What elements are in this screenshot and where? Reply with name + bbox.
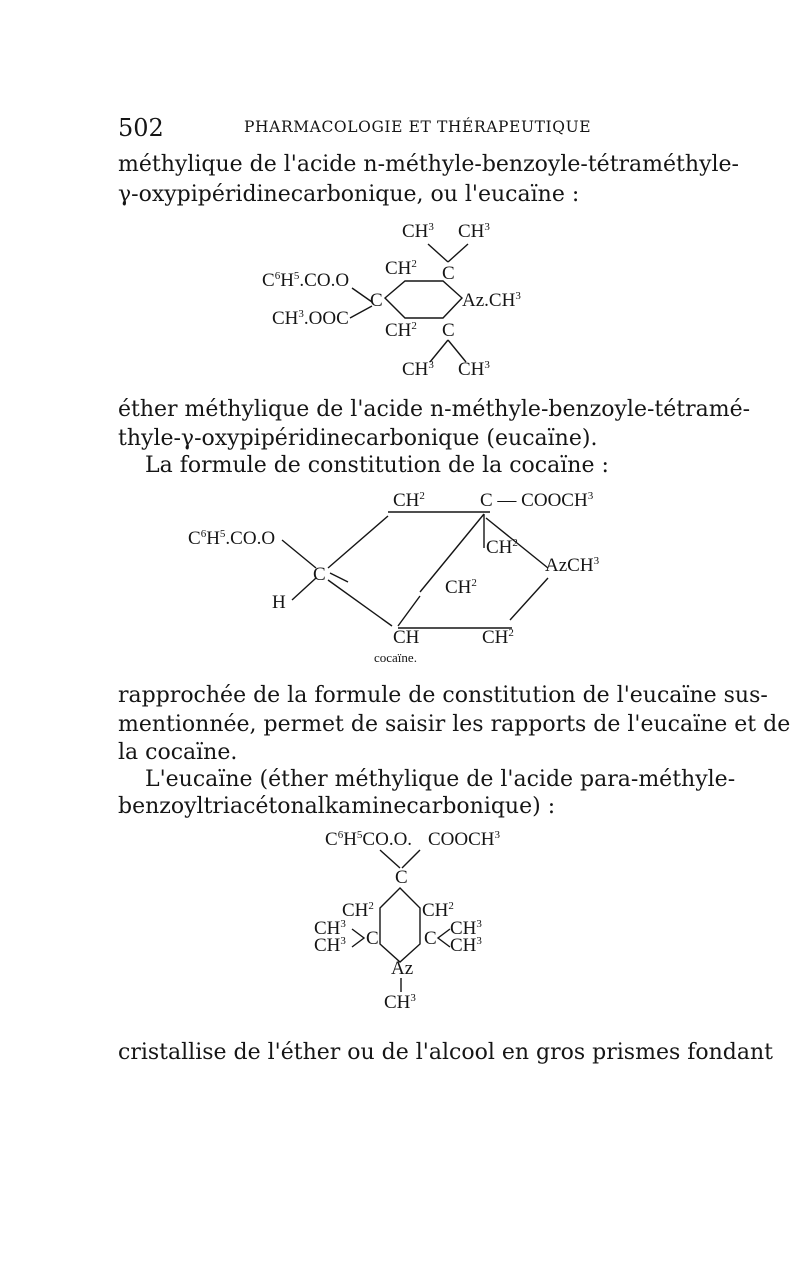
f2-c-cooch3: C — COOCH$^3$ — [480, 490, 594, 511]
paragraph-1-line-2: γ-oxypipéridinecarbonique, ou l'eucaïne : — [118, 182, 580, 207]
f1-c6h5coo: $C^6H^5.CO.O$ — [262, 270, 350, 291]
f1-ch3-bottom-left: $CH^3$ — [402, 359, 434, 380]
running-title: PHARMACOLOGIE ET THÉRAPEUTIQUE — [244, 118, 592, 136]
f3-ch3-right-2: $CH^3$ — [450, 935, 482, 956]
paragraph-5-line-1: L'eucaïne (éther méthylique de l'acide para-méthyle- — [145, 767, 736, 792]
f3-ch3-right-1: $CH^3$ — [450, 918, 482, 939]
f1-ch3-bottom-right: $CH^3$ — [458, 359, 490, 380]
f2-ch2-middle: $CH^2$ — [445, 577, 477, 598]
f3-c-left: C — [366, 928, 379, 949]
f2-h: H — [272, 592, 286, 613]
f1-ch2-bottom: $CH^2$ — [385, 320, 417, 341]
f3-c-top: C — [395, 867, 408, 888]
f3-ch2-left: $CH^2$ — [342, 900, 374, 921]
paragraph-2-line-2: thyle-γ-oxypipéridinecarbonique (eucaïne). — [118, 426, 598, 451]
f2-azch3: AzCH$^3$ — [545, 555, 600, 576]
paragraph-2-line-1: éther méthylique de l'acide n-méthyle-benzoyle-tétramé- — [118, 397, 751, 422]
paragraph-5-line-2: benzoyltriacétonalkaminecarbonique) : — [118, 794, 556, 819]
f3-bond — [402, 850, 420, 868]
paragraph-4-line-2: mentionnée, permet de saisir les rapports de l'eucaïne et de — [118, 712, 791, 737]
f1-c-top: C — [442, 263, 455, 284]
f3-cooch3: COOCH$^3$ — [428, 829, 501, 850]
f3-bond — [438, 929, 450, 947]
paragraph-4-line-3: la cocaïne. — [118, 740, 238, 765]
f3-c6h5coo: $C^6H^5CO.O$. — [325, 829, 413, 850]
f3-ch3-left-1: $CH^3$ — [314, 918, 346, 939]
f3-bond — [380, 850, 400, 868]
f1-c-bottom: C — [442, 320, 455, 341]
f3-c-right: C — [424, 928, 437, 949]
paragraph-4-line-1: rapprochée de la formule de constitution de l'eucaïne sus- — [118, 683, 768, 708]
paragraph-6-line-1: cristallise de l'éther ou de l'alcool en gros prismes fondant — [118, 1040, 774, 1065]
f1-ch3-top-left: $CH^3$ — [402, 221, 434, 242]
f2-ch-bottom: CH — [393, 627, 420, 648]
f3-ch3-nitrogen: $CH^3$ — [384, 992, 416, 1013]
paragraph-1-line-1: méthylique de l'acide n-méthyle-benzoyle-tétraméthyle- — [118, 152, 739, 177]
paragraph-3-line-1: La formule de constitution de la cocaïne : — [145, 453, 609, 478]
page-number: 502 — [118, 114, 164, 142]
f1-az-ch3: $Az.CH^3$ — [462, 290, 521, 311]
f1-ch2-top: $CH^2$ — [385, 258, 417, 279]
f3-az: Az — [391, 958, 414, 979]
f2-c6h5coo: $C^6H^5.CO.O$ — [188, 528, 276, 549]
f3-ring — [380, 888, 420, 962]
f1-ch3ooc: $CH^3.OOC$ — [272, 308, 349, 329]
f3-ch3-left-2: $CH^3$ — [314, 935, 346, 956]
f3-bond — [352, 929, 364, 947]
f2-c-left: C — [313, 564, 326, 585]
f1-c-center: C — [370, 290, 383, 311]
f3-ch2-right: $CH^2$ — [422, 900, 454, 921]
f1-ch3-top-right: $CH^3$ — [458, 221, 490, 242]
f2-ch2-bottom: $CH^2$ — [482, 627, 514, 648]
f2-caption: cocaïne. — [374, 650, 417, 665]
f2-ch2-right: $CH^2$ — [486, 537, 518, 558]
f2-ch2-top: $CH^2$ — [393, 490, 425, 511]
